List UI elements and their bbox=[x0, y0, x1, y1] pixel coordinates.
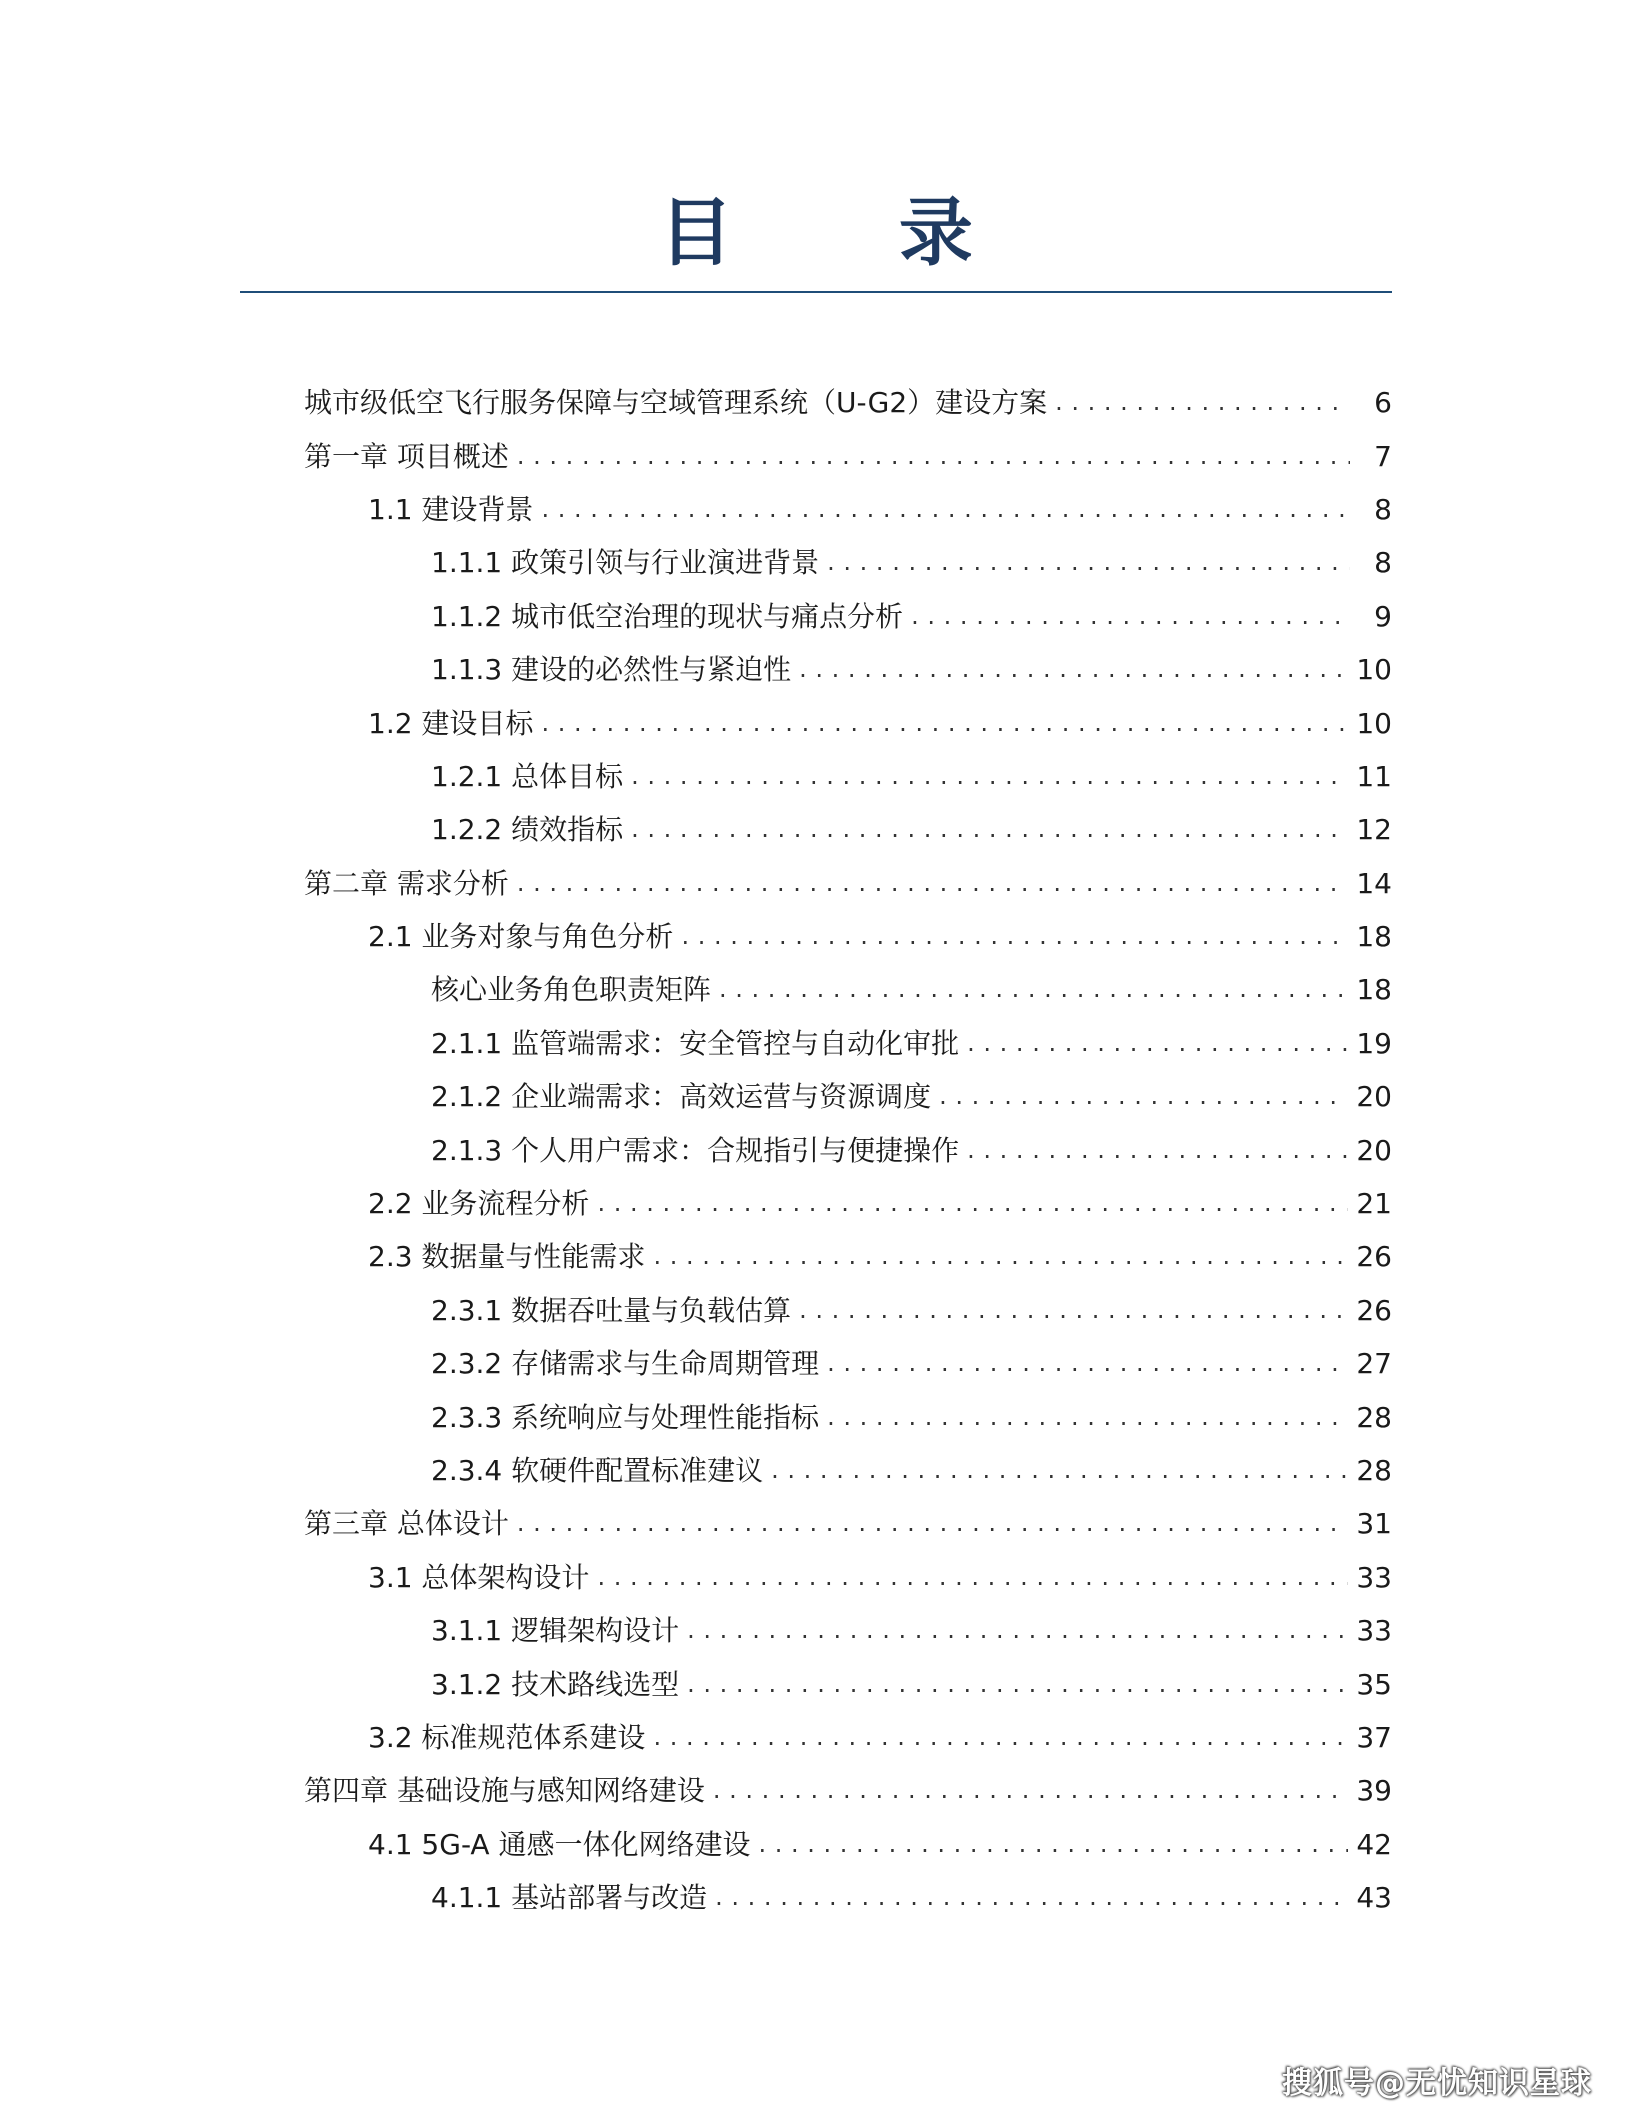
toc-entry-page-number: 31 bbox=[1356, 1507, 1392, 1541]
toc-dot-leader bbox=[687, 1604, 1348, 1657]
toc-dot-leader bbox=[597, 1551, 1348, 1604]
toc-entry-page-number: 18 bbox=[1356, 920, 1392, 954]
toc-entry-label: 2.3.3 系统响应与处理性能指标 bbox=[431, 1400, 820, 1434]
toc-entry[interactable] bbox=[304, 803, 1392, 856]
page-title: 目 录 bbox=[659, 190, 1043, 276]
toc-entry-page-number: 8 bbox=[1374, 546, 1392, 580]
toc-entry-label: 1.2.2 绩效指标 bbox=[431, 813, 624, 847]
toc-dot-leader bbox=[541, 483, 1350, 536]
toc-entry[interactable] bbox=[304, 376, 1392, 429]
toc-entry[interactable] bbox=[304, 1444, 1392, 1497]
toc-entry-label: 2.3.1 数据吞吐量与负载估算 bbox=[431, 1293, 792, 1327]
watermark: 搜狐号@无忧知识星球 bbox=[1282, 2066, 1592, 2101]
toc-dot-leader bbox=[713, 1764, 1348, 1817]
table-of-contents bbox=[304, 376, 1392, 1924]
toc-entry[interactable] bbox=[304, 429, 1392, 482]
toc-entry[interactable] bbox=[304, 536, 1392, 589]
toc-entry[interactable] bbox=[304, 1123, 1392, 1176]
toc-entry[interactable] bbox=[304, 857, 1392, 910]
toc-entry-label: 城市级低空飞行服务保障与空域管理系统（U-G2）建设方案 bbox=[304, 386, 1048, 420]
toc-dot-leader bbox=[827, 1337, 1348, 1390]
toc-entry[interactable] bbox=[304, 910, 1392, 963]
toc-entry-page-number: 19 bbox=[1356, 1026, 1392, 1060]
toc-dot-leader bbox=[597, 1177, 1348, 1230]
toc-entry-page-number: 10 bbox=[1356, 706, 1392, 740]
toc-entry[interactable] bbox=[304, 1017, 1392, 1070]
toc-entry-page-number: 33 bbox=[1356, 1614, 1392, 1648]
toc-entry-label: 2.2 业务流程分析 bbox=[368, 1187, 590, 1221]
toc-entry[interactable] bbox=[304, 643, 1392, 696]
toc-entry-page-number: 9 bbox=[1374, 599, 1392, 633]
toc-entry-label: 3.1.2 技术路线选型 bbox=[431, 1667, 680, 1701]
toc-dot-leader bbox=[687, 1658, 1348, 1711]
toc-dot-leader bbox=[1055, 376, 1350, 429]
toc-entry-page-number: 14 bbox=[1356, 866, 1392, 900]
toc-entry-page-number: 11 bbox=[1356, 759, 1392, 793]
toc-dot-leader bbox=[911, 590, 1350, 643]
toc-dot-leader bbox=[967, 1124, 1348, 1177]
toc-dot-leader bbox=[517, 430, 1350, 483]
toc-dot-leader bbox=[653, 1711, 1348, 1764]
toc-entry-page-number: 27 bbox=[1356, 1347, 1392, 1381]
toc-entry-label: 4.1.1 基站部署与改造 bbox=[431, 1881, 708, 1915]
toc-entry-label: 3.2 标准规范体系建设 bbox=[368, 1720, 646, 1754]
toc-entry-label: 1.1 建设背景 bbox=[368, 492, 534, 526]
toc-entry[interactable] bbox=[304, 590, 1392, 643]
toc-entry-label: 1.1.3 建设的必然性与紧迫性 bbox=[431, 653, 792, 687]
toc-entry-page-number: 20 bbox=[1356, 1080, 1392, 1114]
toc-entry-label: 4.1 5G-A 通感一体化网络建设 bbox=[368, 1827, 751, 1861]
toc-dot-leader bbox=[631, 803, 1348, 856]
toc-entry-label: 核心业务角色职责矩阵 bbox=[431, 973, 712, 1007]
toc-entry[interactable] bbox=[304, 1551, 1392, 1604]
toc-dot-leader bbox=[799, 643, 1348, 696]
toc-entry[interactable] bbox=[304, 1337, 1392, 1390]
toc-entry[interactable] bbox=[304, 1230, 1392, 1283]
toc-entry-label: 第一章 项目概述 bbox=[304, 439, 509, 473]
toc-entry[interactable] bbox=[304, 963, 1392, 1016]
toc-entry-label: 第二章 需求分析 bbox=[304, 866, 509, 900]
toc-dot-leader bbox=[827, 536, 1350, 589]
toc-entry[interactable] bbox=[304, 1604, 1392, 1657]
toc-entry-label: 1.2.1 总体目标 bbox=[431, 759, 624, 793]
toc-entry-label: 2.1.3 个人用户需求：合规指引与便捷操作 bbox=[431, 1133, 960, 1167]
toc-dot-leader bbox=[517, 1497, 1348, 1550]
toc-entry-page-number: 28 bbox=[1356, 1400, 1392, 1434]
toc-entry-page-number: 39 bbox=[1356, 1774, 1392, 1808]
toc-entry-page-number: 26 bbox=[1356, 1240, 1392, 1274]
toc-entry-page-number: 6 bbox=[1374, 386, 1392, 420]
toc-entry-page-number: 7 bbox=[1374, 439, 1392, 473]
toc-entry-label: 3.1 总体架构设计 bbox=[368, 1560, 590, 1594]
toc-entry-label: 1.1.1 政策引领与行业演进背景 bbox=[431, 546, 820, 580]
toc-entry-label: 2.1 业务对象与角色分析 bbox=[368, 920, 674, 954]
toc-dot-leader bbox=[771, 1444, 1348, 1497]
toc-entry-page-number: 26 bbox=[1356, 1293, 1392, 1327]
toc-entry-page-number: 21 bbox=[1356, 1187, 1392, 1221]
toc-entry[interactable] bbox=[304, 750, 1392, 803]
toc-entry-label: 2.3.4 软硬件配置标准建议 bbox=[431, 1454, 764, 1487]
toc-entry-label: 3.1.1 逻辑架构设计 bbox=[431, 1614, 680, 1648]
toc-dot-leader bbox=[827, 1391, 1348, 1444]
toc-entry-label: 2.1.1 监管端需求：安全管控与自动化审批 bbox=[431, 1026, 960, 1060]
toc-dot-leader bbox=[719, 963, 1348, 1016]
toc-entry-label: 第四章 基础设施与感知网络建设 bbox=[304, 1774, 705, 1808]
toc-entry-page-number: 35 bbox=[1356, 1667, 1392, 1701]
toc-dot-leader bbox=[799, 1284, 1348, 1337]
toc-dot-leader bbox=[653, 1230, 1348, 1283]
toc-entry-page-number: 12 bbox=[1356, 813, 1392, 847]
toc-entry-page-number: 10 bbox=[1356, 653, 1392, 687]
toc-entry-label: 2.3.2 存储需求与生命周期管理 bbox=[431, 1347, 820, 1381]
toc-entry-label: 1.1.2 城市低空治理的现状与痛点分析 bbox=[431, 599, 904, 633]
toc-entry[interactable] bbox=[304, 1764, 1392, 1817]
toc-entry-page-number: 28 bbox=[1356, 1454, 1392, 1487]
toc-entry[interactable] bbox=[304, 1871, 1392, 1924]
toc-entry-page-number: 42 bbox=[1356, 1827, 1392, 1861]
toc-entry-label: 2.3 数据量与性能需求 bbox=[368, 1240, 646, 1274]
toc-entry[interactable] bbox=[304, 1070, 1392, 1123]
toc-entry[interactable] bbox=[304, 1390, 1392, 1443]
toc-dot-leader bbox=[541, 697, 1348, 750]
toc-entry-page-number: 43 bbox=[1356, 1881, 1392, 1915]
toc-entry[interactable] bbox=[304, 696, 1392, 749]
toc-dot-leader bbox=[681, 910, 1348, 963]
toc-dot-leader bbox=[517, 857, 1348, 910]
toc-dot-leader bbox=[939, 1070, 1348, 1123]
toc-entry[interactable] bbox=[304, 1284, 1392, 1337]
toc-dot-leader bbox=[715, 1871, 1348, 1924]
toc-entry-page-number: 8 bbox=[1374, 492, 1392, 526]
toc-entry[interactable] bbox=[304, 1497, 1392, 1550]
toc-entry-label: 第三章 总体设计 bbox=[304, 1507, 509, 1541]
toc-entry[interactable] bbox=[304, 483, 1392, 536]
toc-entry-label: 2.1.2 企业端需求：高效运营与资源调度 bbox=[431, 1080, 932, 1114]
toc-entry-page-number: 20 bbox=[1356, 1133, 1392, 1167]
toc-entry[interactable] bbox=[304, 1818, 1392, 1871]
toc-entry-page-number: 18 bbox=[1356, 973, 1392, 1007]
toc-entry-label: 1.2 建设目标 bbox=[368, 706, 534, 740]
toc-entry[interactable] bbox=[304, 1657, 1392, 1710]
toc-dot-leader bbox=[967, 1017, 1348, 1070]
title-divider bbox=[240, 291, 1392, 293]
toc-entry[interactable] bbox=[304, 1177, 1392, 1230]
toc-entry[interactable] bbox=[304, 1711, 1392, 1764]
toc-dot-leader bbox=[759, 1818, 1349, 1871]
toc-entry-page-number: 33 bbox=[1356, 1560, 1392, 1594]
toc-entry-page-number: 37 bbox=[1356, 1720, 1392, 1754]
toc-dot-leader bbox=[631, 750, 1348, 803]
